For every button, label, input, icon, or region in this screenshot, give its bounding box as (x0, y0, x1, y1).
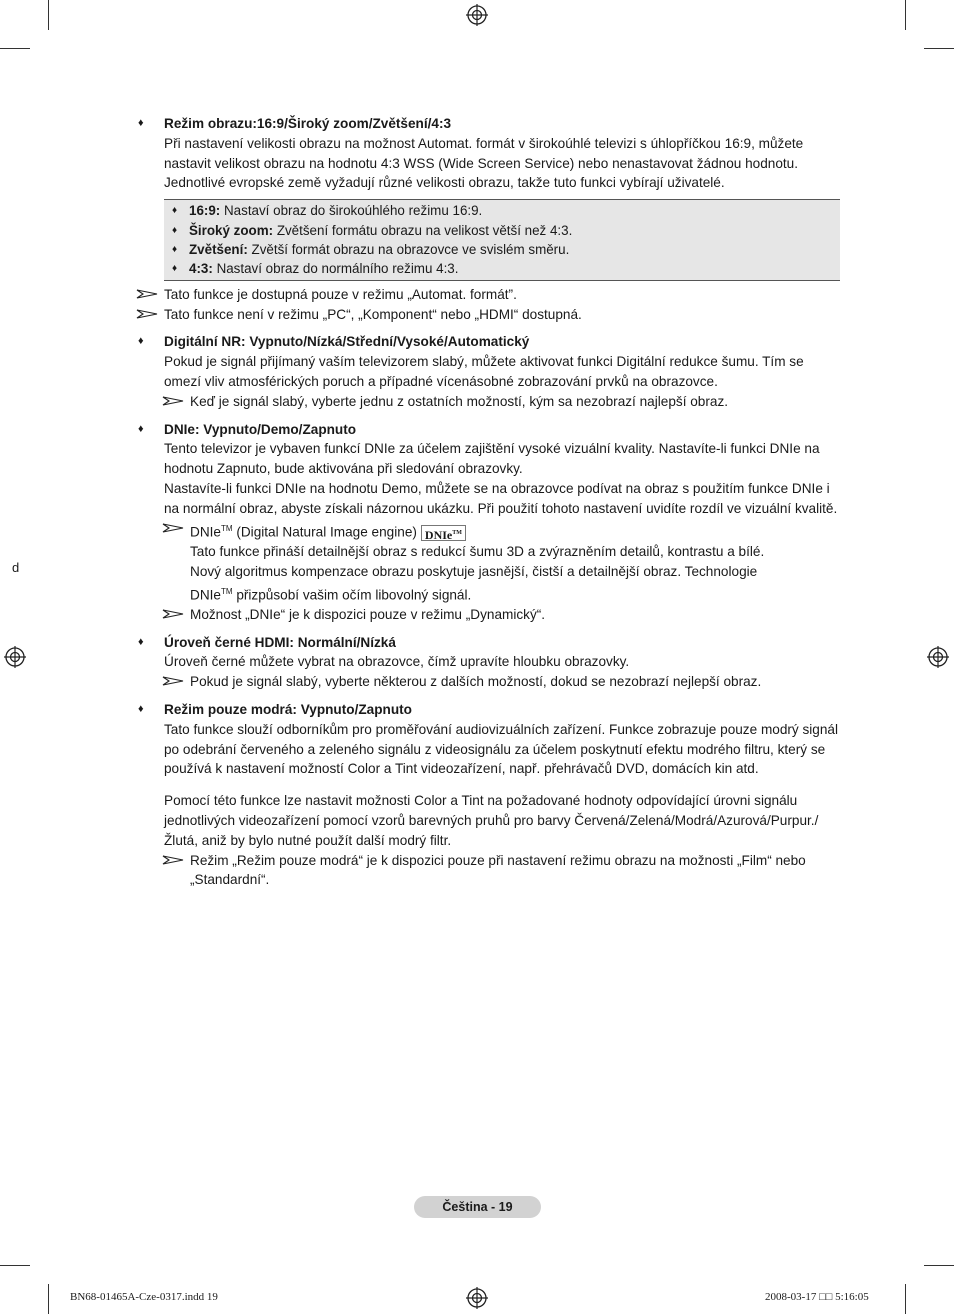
crop-mark (924, 1265, 954, 1266)
crop-mark (0, 1265, 30, 1266)
note: Režim „Režim pouze modrá“ je k dispozici pouze při nastavení režimu obrazu na možnosti „Film“ nebo „Standardní“. (164, 851, 840, 891)
crop-mark (905, 0, 906, 30)
section-hdmi-black-level (138, 633, 840, 673)
section-digital-nr (138, 332, 840, 391)
side-mark: d (12, 560, 20, 575)
note-arrow-icon (162, 523, 184, 533)
note-arrow-icon (162, 396, 184, 406)
note-arrow-icon (136, 309, 158, 319)
dnie-logo: DNIe™ (421, 525, 466, 541)
section-body: Úroveň černé můžete vybrat na obrazovce, čímž upravíte hloubku obrazovky. (164, 654, 630, 670)
bullet-icon: ♦ (172, 263, 178, 275)
section-body: Tato funkce slouží odborníkům pro proměřování audiovizuálních zařízení. Funkce zobrazuje pouze modrý signál po odebrání červeného a zeleného signálu z videosignálu za účelem poskytnutí efektu modrého filtru, který se používá k nastavení možností Color a Tint videozařízení, např. přehrávačů DVD, domácích kin atd. (164, 721, 839, 777)
bullet-icon: ♦ (172, 244, 178, 255)
bullet-icon: ♦ (172, 224, 178, 236)
section-heading: DNIe: Vypnuto/Demo/Zapnuto (164, 421, 357, 437)
note: Možnost „DNIe“ je k dispozici pouze v režimu „Dynamický“. (164, 605, 840, 625)
option-label: Široký zoom: (189, 222, 274, 238)
section-body: Pomocí této funkce lze nastavit možnosti Color a Tint na požadované hodnoty odpovídající úrovni signálu jednotlivých videozařízení pomocí vzorů barevných pruhů pro barvy Červená/Zelená/Modrá/Azurová/Purpur./Žlutá, aniž by bylo nutné použít další modrý filtr. (164, 793, 819, 848)
bullet-icon: ♦ (172, 205, 178, 217)
option-row (172, 201, 840, 220)
option-row (172, 259, 840, 278)
section-picture-size (138, 114, 840, 193)
bullet-icon: ♦ (138, 117, 144, 129)
section-body: Při nastavení velikosti obrazu na možnost Automat. formát v širokoúhlé televizi s úhlopříčkou 16:9, můžete nastavit velikost obrazu na hodnotu 4:3 WSS (Wide Screen Service) nebo nenastavovat žádnou hodnotu. Jednotlivé evropské země vyžadují různé velikosti obrazu, takže tuto funkci vybírají uživatelé. (164, 135, 804, 191)
note-arrow-icon (162, 676, 184, 686)
manual-content (138, 114, 840, 890)
section-body: Pokud je signál přijímaný vaším televizorem slabý, můžete aktivovat funkci Digitální redukce šumu. Tím se omezí vliv atmosférických poruch a případné vícenásobné zobrazování prvků na obrazovce. (164, 354, 804, 389)
option-row (172, 240, 840, 259)
section-heading: Úroveň černé HDMI: Normální/Nízká (164, 634, 396, 650)
section-blue-only (138, 700, 840, 851)
footer-file-info: BN68-01465A-Cze-0317.indd 19 (70, 1291, 218, 1303)
footer-timestamp: 2008-03-17 □□ 5:16:05 (765, 1291, 869, 1303)
note-dnie: DNIe™ (Digital Natural Image engine) DNIe™ Tato funkce přináší detailnější obraz s redukcí šumu 3D a zvýrazněním detailů, kontrastu a bílé. Nový algoritmus kompenzace obrazu poskytuje jasnější, čistší a detailnější obraz. Technologie DNIe™ přizpůsobí vašim očím libovolný signál. (164, 519, 840, 605)
section-body: Nastavíte-li funkci DNIe na hodnotu Demo, můžete se na obrazovce podívat na obraz s použitím funkce DNIe i na normální obraz, abyste získali názornou ukázku. Při použití tohoto nastavení uvidíte rozdíl ve vizuální kvalitě. (164, 480, 838, 516)
option-label: 16:9: (189, 203, 221, 219)
section-body: Tento televizor je vybaven funkcí DNIe za účelem zajištění vysoké vizuální kvality. Nastavíte-li funkci DNIe na hodnotu Zapnuto, bude aktivována při sledování obrazovky. (164, 441, 820, 477)
bullet-icon: ♦ (138, 422, 144, 435)
crop-mark (48, 1284, 49, 1314)
note-arrow-icon (162, 855, 184, 865)
bullet-icon: ♦ (138, 635, 144, 648)
bullet-icon: ♦ (138, 335, 144, 348)
option-text: Nastaví obraz do normálního režimu 4:3. (216, 261, 459, 277)
note: Tato funkce je dostupná pouze v režimu „Automat. formát”. (138, 285, 840, 305)
option-text: Nastaví obraz do širokoúhlého režimu 16:9. (224, 203, 483, 219)
note-arrow-icon (136, 289, 158, 299)
bullet-icon: ♦ (138, 703, 144, 716)
crop-mark (905, 1284, 906, 1314)
note: Pokud je signál slabý, vyberte některou z dalších možností, dokud se nezobrazí nejlepší obraz. (164, 672, 840, 692)
crop-mark (0, 48, 30, 49)
section-heading: Digitální NR: Vypnuto/Nízká/Střední/Vysoké/Automatický (164, 334, 530, 350)
section-heading: Režim pouze modrá: Vypnuto/Zapnuto (164, 702, 412, 718)
registration-mark-icon (466, 1287, 488, 1309)
options-box (164, 199, 840, 281)
crop-mark (48, 0, 49, 30)
page-number-badge: Čeština - 19 (414, 1196, 541, 1218)
crop-mark (924, 48, 954, 49)
note: Keď je signál slabý, vyberte jednu z ostatních možností, kým sa nezobrazí najlepší obraz. (164, 392, 840, 412)
option-text: Zvětší formát obrazu na obrazovce ve svislém směru. (251, 242, 570, 257)
option-row (172, 221, 840, 240)
section-dnie (138, 420, 840, 519)
registration-mark-icon (4, 646, 26, 668)
note-arrow-icon (162, 609, 184, 619)
option-text: Zvětšení formátu obrazu na velikost větší než 4:3. (276, 222, 573, 238)
note: Tato funkce není v režimu „PC“, „Komponent“ nebo „HDMI“ dostupná. (138, 305, 840, 325)
option-label: Zvětšení: (189, 242, 248, 257)
registration-mark-icon (466, 4, 488, 26)
option-label: 4:3: (189, 261, 213, 277)
section-heading: Režim obrazu:16:9/Široký zoom/Zvětšení/4:3 (164, 116, 452, 131)
registration-mark-icon (927, 646, 949, 668)
